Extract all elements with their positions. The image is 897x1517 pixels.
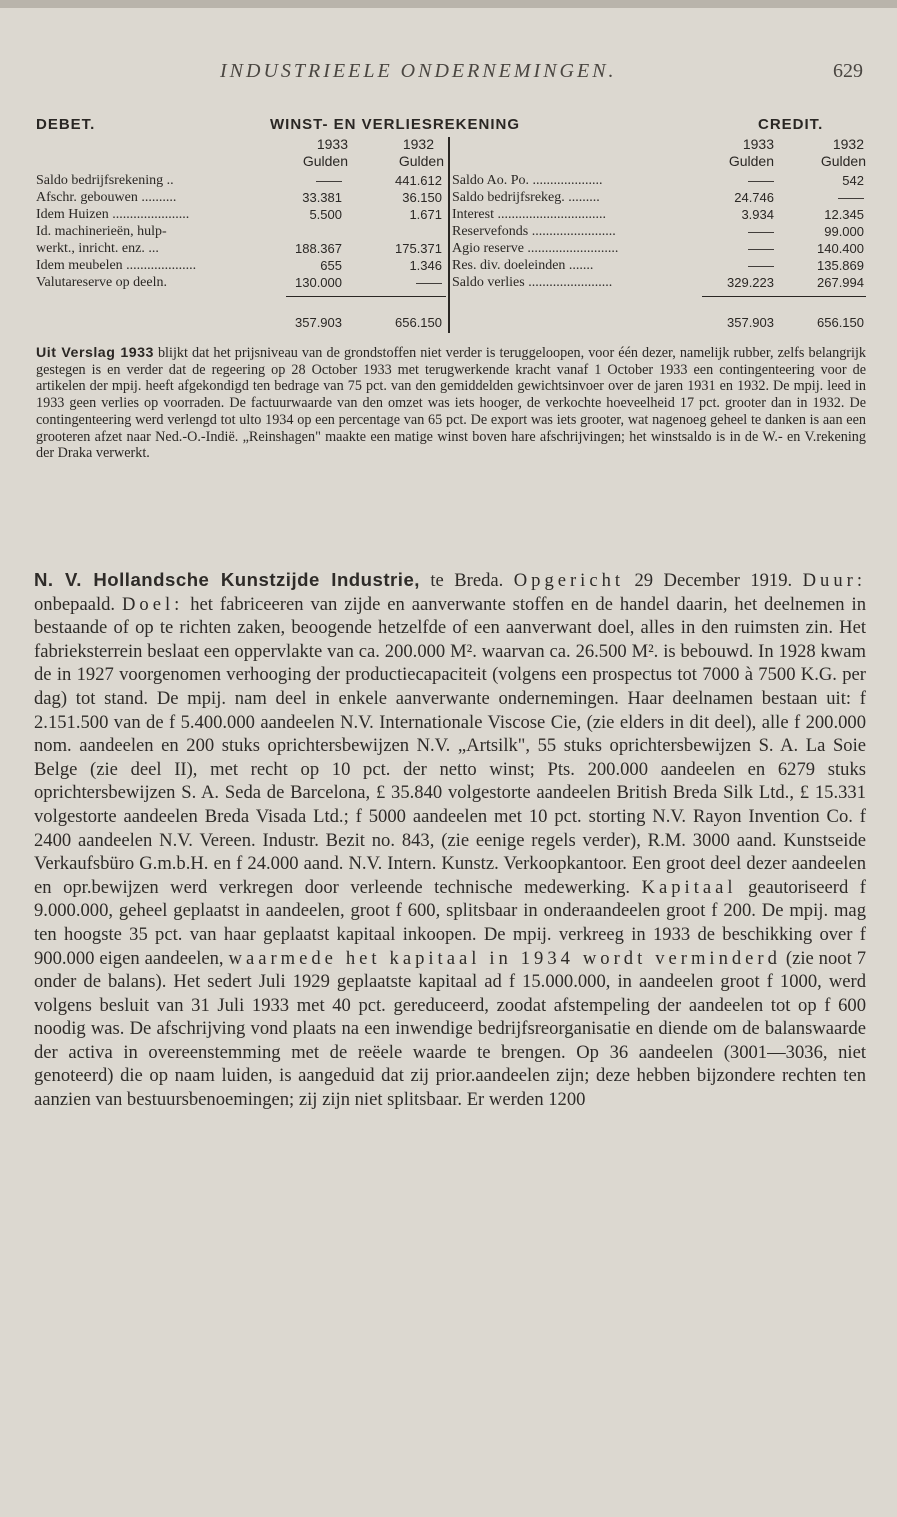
debet-row-label: werkt., inricht. enz. ... [36, 241, 159, 256]
debet-row-value-1933: 5.500 [309, 207, 342, 222]
year-header-1933: 1933 [316, 136, 348, 152]
credit-row-value-1933: —— [748, 241, 774, 256]
credit-row-value-1932: 99.000 [824, 224, 864, 239]
credit-row-label: Interest ............................... [452, 207, 606, 222]
credit-row-label: Res. div. doeleinden ....... [452, 258, 594, 273]
report-lead: Uit Verslag 1933 [36, 345, 154, 361]
credit-row-value-1933: —— [748, 173, 774, 188]
credit-row-value-1933: 24.746 [734, 190, 774, 205]
debet-label: DEBET. [36, 116, 96, 133]
debet-row [36, 206, 446, 223]
debet-row-label: Afschr. gebouwen .......... [36, 190, 177, 205]
debet-row [36, 240, 446, 257]
debet-row [36, 257, 446, 274]
debet-row [36, 189, 446, 206]
debet-row-value-1933: 33.381 [302, 190, 342, 205]
credit-row-label: Saldo Ao. Po. .................... [452, 173, 603, 188]
credit-row [452, 240, 866, 257]
account-divider [448, 137, 450, 333]
page-number: 629 [833, 60, 863, 82]
credit-row [452, 257, 866, 274]
credit-unit-header [452, 153, 866, 170]
page-top-edge [0, 0, 897, 8]
credit-totals [452, 314, 866, 331]
debet-row-value-1932: 441.612 [395, 173, 442, 188]
credit-row-value-1933: —— [748, 258, 774, 273]
credit-side [452, 136, 866, 336]
debet-row-value-1932: 1.346 [409, 258, 442, 273]
credit-row-value-1932: 12.345 [824, 207, 864, 222]
company-name: N. V. Hollandsche Kunstzijde Industrie, [34, 569, 420, 590]
debet-side [36, 136, 446, 336]
report-text: blijkt dat het prijsniveau van de grondstoffen niet verder is teruggeloopen, voor één dezer, namelijk rubber, zelfs belangrijk gestegen is en verder dat de regeering op 28 October 1933 met terugwerkende kracht vanaf 1 October 1933 een contingenteering voor de artikelen der mpij. heeft afgekondigd ten bedrage van 75 pct. van den gemiddelden gewichtsinvoer over de jaren 1931 en 1932. De mpij. leed in 1933 geen verlies op voorraden. De factuurwaarde van den omzet was iets hooger, de verkochte hoeveelheid 17 pct. grooter dan in 1932. De contingenteering werd verlengd tot ulto 1934 op een percentage van 65 pct. De export was iets grooter, wat nagenoeg geheel te danken is aan een grooteren afzet naar Ned.-O.-Indië. „Reinshagen" maakte een matige winst boven hare afschrijvingen; het winstsaldo is in de W.- en V.rekening der Draka verwerkt. [36, 345, 866, 462]
credit-row-label: Saldo bedrijfsrekeg. ......... [452, 190, 600, 205]
debet-row-value-1933: 188.367 [295, 241, 342, 256]
credit-year-header-1932: 1932 [832, 136, 864, 152]
credit-total-1933: 357.903 [727, 315, 774, 330]
credit-row-label: Agio reserve .......................... [452, 241, 619, 256]
running-header: INDUSTRIEELE ONDERNEMINGEN. [220, 60, 617, 82]
debet-total-1933: 357.903 [295, 315, 342, 330]
credit-row-value-1932: 542 [842, 173, 864, 188]
debet-total-1932: 656.150 [395, 315, 442, 330]
debet-totals [36, 314, 446, 331]
credit-row [452, 189, 866, 206]
debet-row [36, 223, 446, 240]
opgericht-value: 29 December 1919. [624, 570, 803, 591]
debet-row-value-1932: 36.150 [402, 190, 442, 205]
credit-total-rule [702, 296, 866, 297]
spaced-clause: waarmede het kapitaal in 1934 wordt verminderd [228, 947, 781, 969]
company-text-2: geautoriseerd f 9.000.000, geheel geplaatst in aandeelen, groot f 600, splitsbaar in onderaandeelen groot f 200. De mpij. mag ten hoogste 35 pct. van haar geplaatst kapitaal inkoopen. De mpij. verkreeg in 1933 de beschikking over f 900.000 eigen aandeelen, [34, 876, 866, 969]
debet-row-label: Valutareserve op deeln. [36, 275, 167, 290]
debet-row-label: Idem Huizen ...................... [36, 207, 190, 222]
debet-row-value-1932: —— [416, 275, 442, 290]
credit-row [452, 274, 866, 291]
credit-row-value-1933: —— [748, 224, 774, 239]
credit-year-header-1933: 1933 [742, 136, 774, 152]
credit-row-value-1932: 135.869 [817, 258, 864, 273]
company-text-3: (zie noot 7 onder de balans). Het sedert Juli 1929 geplaatste kapitaal ad f 15.000.000, in aandeelen groot f 1000, werd volgens besluit van 31 Juli 1933 met 40 pct. gereduceerd, zoodat afstempeling der aandeelen tot op f 600 noodig was. De afschrijving vond plaats na een inwendige bedrijfsreorganisatie en diende om de balanswaarde der activa in overeenstemming met de reëele waarde te brengen. Op 36 aandeelen (3001—3036, niet genoteerd) die op naam luiden, is aangeduid dat zij prior.aandeelen zijn; deze hebben bijzondere rechten ten aanzien van bestuursbenoemingen; zij zijn niet splitsbaar. Er werden 1200 [34, 947, 866, 1111]
debet-row-value-1933: 655 [320, 258, 342, 273]
duur-value: onbepaald. [34, 593, 122, 615]
duur-label: Duur: [802, 570, 866, 591]
debet-row-value-1933: 130.000 [295, 275, 342, 290]
opgericht-label: Opgericht [513, 570, 625, 591]
credit-row-value-1932: 140.400 [817, 241, 864, 256]
credit-row-value-1932: —— [838, 190, 864, 205]
debet-unit-header [36, 153, 446, 170]
unit-header-1932: Gulden [398, 153, 444, 169]
unit-header-1933: Gulden [302, 153, 348, 169]
credit-row-label: Reservefonds ........................ [452, 224, 616, 239]
company-text-1: het fabriceeren van zijde en aanverwante stoffen en de handel daarin, het deelnemen in bestaande of op te richten zaken, beoogende hetzelfde of een aanverwant doel, alles in den ruimsten zin. Het fabrieksterrein beslaat een oppervlakte van ca. 200.000 M². waarvan ca. 26.500 M². is bebouwd. In 1928 kwam de in 1927 voorgenomen verhooging der productiecapaciteit (volgens een prospectus tot 7000 à 7500 K.G. per dag) tot stand. De mpij. nam deel in enkele aanverwante ondernemingen. Haar deelnamen bestaan uit: f 2.151.500 van de f 5.400.000 aandeelen N.V. Internationale Viscose Cie, (zie elders in dit deel), alle f 200.000 nom. aandeelen en 200 stuks oprichtersbewijzen N.V. „Artsilk", 55 stuks oprichtersbewijzen S. A. La Soie Belge (zie deel II), met recht op 10 pct. der netto winst; Pts. 200.000 aandeelen en 6279 stuks oprichtersbewijzen S. A. Seda de Barcelona, £ 35.840 volgestorte aandeelen British Breda Silk Ltd., £ 15.331 volgestorte aandeelen Breda Visada Ltd.; f 5000 aandeelen met 10 pct. storting N.V. Rayon Invention Co. f 2400 aandeelen N.V. Vereen. Industr. Bezit no. 843, (zie eenige regels verder), R.M. 3000 aand. Kunstseide Verkaufsbüro G.m.b.H. en f 24.000 aand. N.V. Intern. Kunstz. Verkoopkantoor. Een groot deel dezer aandeelen en opr.bewijzen werd verkregen door verleende technische medewerking. [34, 593, 866, 898]
credit-unit-header-1933: Gulden [728, 153, 774, 169]
debet-total-rule [286, 296, 446, 297]
company-location: te Breda. [419, 570, 514, 591]
debet-row [36, 274, 446, 291]
credit-row-value-1932: 267.994 [817, 275, 864, 290]
credit-row-value-1933: 3.934 [741, 207, 774, 222]
debet-row-label: Saldo bedrijfsrekening .. [36, 173, 174, 188]
credit-row-label: Saldo verlies ........................ [452, 275, 613, 290]
year-header-1932: 1932 [402, 136, 434, 152]
debet-row-value-1932: 1.671 [409, 207, 442, 222]
credit-row [452, 223, 866, 240]
kapitaal-label: Kapitaal [641, 876, 737, 898]
debet-row-value-1933: —— [316, 173, 342, 188]
credit-row-value-1933: 329.223 [727, 275, 774, 290]
credit-total-1932: 656.150 [817, 315, 864, 330]
doel-label: Doel: [122, 593, 184, 615]
account-title: WINST- EN VERLIESREKENING [270, 116, 521, 133]
credit-year-header [452, 136, 866, 153]
debet-row [36, 172, 446, 189]
credit-unit-header-1932: Gulden [820, 153, 866, 169]
credit-label: CREDIT. [758, 116, 824, 133]
debet-row-value-1932: 175.371 [395, 241, 442, 256]
debet-year-header [36, 136, 446, 153]
credit-row [452, 172, 866, 189]
debet-row-label: Id. machinerieën, hulp- [36, 224, 167, 239]
debet-row-label: Idem meubelen .................... [36, 258, 197, 273]
credit-row [452, 206, 866, 223]
company-entry [34, 568, 866, 1112]
report-paragraph [36, 345, 866, 462]
